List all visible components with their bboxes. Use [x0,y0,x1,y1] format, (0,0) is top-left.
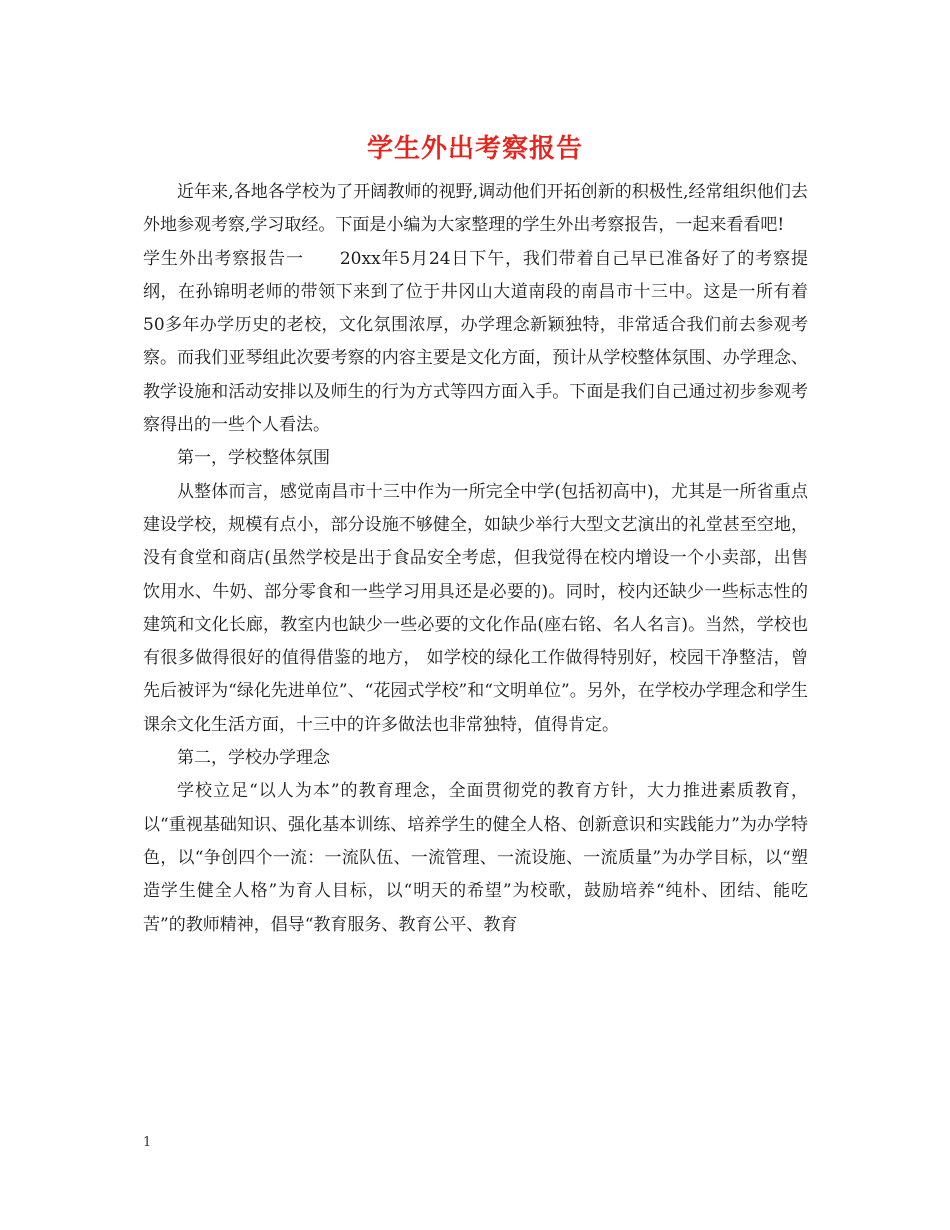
document-body [143,176,808,942]
page-number: 1 [143,1135,152,1150]
section-paragraph-2: 学校立足“以人为本”的教育理念，全面贯彻党的教育方针，大力推进素质教育，以“重视基础知识、强化基本训练、培养学生的健全人格、创新意识和实践能力”为办学特色，以“争创四个一流：一流队伍、一流管理、一流设施、一流质量”为办学目标，以“塑造学生健全人格”为育人目标，以“明天的希望”为校歌，鼓励培养“纯朴、团结、能吃苦”的教师精神，倡导“教育服务、教育公平、教育 [143,781,808,935]
section-heading-2: 第二，学校办学理念 [177,748,330,769]
report-label: 学生外出考察报告一 [143,248,304,269]
document-title: 学生外出考察报告 [366,134,583,164]
section-paragraph-1: 从整体而言，感觉南昌市十三中作为一所完全中学(包括初高中)，尤其是一所省重点建设学校，规模有点小，部分设施不够健全，如缺少举行大型文艺演出的礼堂甚至空地，没有食堂和商店(虽然学校是出于食品安全考虑，但我觉得在校内增设一个小卖部，出售饮用水、牛奶、部分零食和一些学习用具还是必要的)。同时，校内还缺少一些标志性的建筑和文化长廊，教室内也缺少一些必要的文化作品(座右铭、名人名言)。当然，学校也有很多做得很好的值得借鉴的地方， 如学校的绿化工作做得特别好，校园干净整洁，曾先后被评为“绿化先进单位”、“花园式学校”和“文明单位”。另外，在学校办学理念和学生课余文化生活方面，十三中的许多做法也非常独特，值得肯定。 [143,481,808,735]
report-body: 20xx年5月24日下午，我们带着自己早已准备好了的考察提纲，在孙锦明老师的带领下来到了位于井冈山大道南段的南昌市十三中。这是一所有着50多年办学历史的老校，文化氛围浓厚，办学理念新颖独特，非常适合我们前去参观考察。而我们亚琴组此次要考察的内容主要是文化方面，预计从学校整体氛围、办学理念、教学设施和活动安排以及师生的行为方式等四方面入手。下面是我们自己通过初步参观考察得出的一些个人看法。 [143,248,808,436]
report-paragraph [143,243,808,443]
section-heading-1: 第一，学校整体氛围 [177,448,330,469]
intro-paragraph: 近年来,各地各学校为了开阔教师的视野,调动他们开拓创新的积极性,经常组织他们去外地参观考察,学习取经。下面是小编为大家整理的学生外出考察报告，一起来看看吧! [143,182,808,236]
